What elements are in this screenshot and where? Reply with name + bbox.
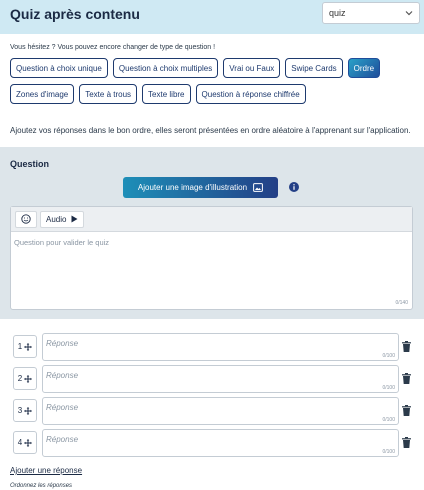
- add-image-label: Ajouter une image d'illustration: [137, 183, 248, 192]
- audio-button[interactable]: [40, 211, 84, 228]
- answer-placeholder: Réponse: [46, 403, 79, 412]
- answer-row: [10, 397, 414, 425]
- drag-handle-icon: [24, 407, 32, 415]
- answer-placeholder: Réponse: [46, 435, 79, 444]
- trash-icon[interactable]: [402, 373, 411, 384]
- answer-drag-handle[interactable]: [13, 367, 37, 390]
- chevron-down-icon: [403, 7, 415, 19]
- drag-handle-icon: [24, 343, 32, 351]
- answer-char-counter: 0/100: [382, 385, 395, 391]
- editor-toolbar: [11, 207, 412, 232]
- add-answer-link[interactable]: Ajouter une réponse: [10, 466, 83, 475]
- type-change-hint: Vous hésitez ? Vous pouvez encore changer de type de question !: [10, 44, 216, 51]
- answer-number: 1: [17, 342, 23, 351]
- type-multiple-choice[interactable]: Question à choix multiples: [113, 58, 218, 78]
- answer-drag-handle[interactable]: [13, 335, 37, 358]
- answer-char-counter: 0/100: [382, 353, 395, 359]
- trash-icon[interactable]: [402, 405, 411, 416]
- answer-drag-handle[interactable]: [13, 431, 37, 454]
- answer-char-counter: 0/100: [382, 449, 395, 455]
- emoji-icon: [21, 214, 31, 224]
- drag-handle-icon: [24, 439, 32, 447]
- audio-label: Audio: [46, 214, 67, 224]
- answer-input[interactable]: [42, 333, 399, 361]
- type-true-false[interactable]: Vrai ou Faux: [223, 58, 280, 78]
- answer-input[interactable]: [42, 365, 399, 393]
- quiz-type-select[interactable]: [322, 2, 420, 24]
- question-section: [0, 147, 424, 319]
- question-editor[interactable]: [10, 206, 413, 310]
- add-image-button[interactable]: [123, 177, 278, 198]
- drag-handle-icon: [24, 375, 32, 383]
- question-char-counter: 0/140: [395, 300, 408, 306]
- type-fill-blanks[interactable]: Texte à trous: [79, 84, 137, 104]
- type-order[interactable]: Ordre: [348, 58, 380, 78]
- answer-placeholder: Réponse: [46, 371, 79, 380]
- page-header: [0, 0, 424, 34]
- answer-input[interactable]: [42, 397, 399, 425]
- question-section-label: Question: [10, 159, 50, 169]
- type-numeric-answer[interactable]: Question à réponse chiffrée: [196, 84, 306, 104]
- play-icon: [71, 215, 78, 223]
- question-type-row-2: [10, 84, 420, 104]
- question-type-row-1: [10, 58, 420, 78]
- answer-drag-handle[interactable]: [13, 399, 37, 422]
- order-instructions: Ajoutez vos réponses dans le bon ordre, elles seront présentées en ordre aléatoire à l'apprenant sur l'application.: [10, 126, 411, 135]
- answer-number: 4: [17, 438, 23, 447]
- answer-input[interactable]: [42, 429, 399, 457]
- answer-row: [10, 333, 414, 361]
- answer-number: 2: [17, 374, 23, 383]
- page-title: Quiz après contenu: [10, 6, 140, 22]
- type-single-choice[interactable]: Question à choix unique: [10, 58, 108, 78]
- answer-char-counter: 0/100: [382, 417, 395, 423]
- answer-placeholder: Réponse: [46, 339, 79, 348]
- question-type-selector: [10, 58, 420, 110]
- question-placeholder: Question pour valider le quiz: [14, 238, 110, 247]
- answer-number: 3: [17, 406, 23, 415]
- select-value: quiz: [329, 8, 346, 18]
- image-icon: [253, 183, 263, 192]
- type-free-text[interactable]: Texte libre: [142, 84, 190, 104]
- trash-icon[interactable]: [402, 437, 411, 448]
- answer-row: [10, 365, 414, 393]
- order-note: Ordonnez les réponses: [10, 483, 73, 489]
- answer-row: [10, 429, 414, 457]
- answers-list: [10, 333, 414, 461]
- emoji-button[interactable]: [15, 211, 37, 228]
- type-swipe-cards[interactable]: Swipe Cards: [285, 58, 342, 78]
- trash-icon[interactable]: [402, 341, 411, 352]
- info-icon[interactable]: [289, 182, 299, 192]
- type-image-zones[interactable]: Zones d'image: [10, 84, 74, 104]
